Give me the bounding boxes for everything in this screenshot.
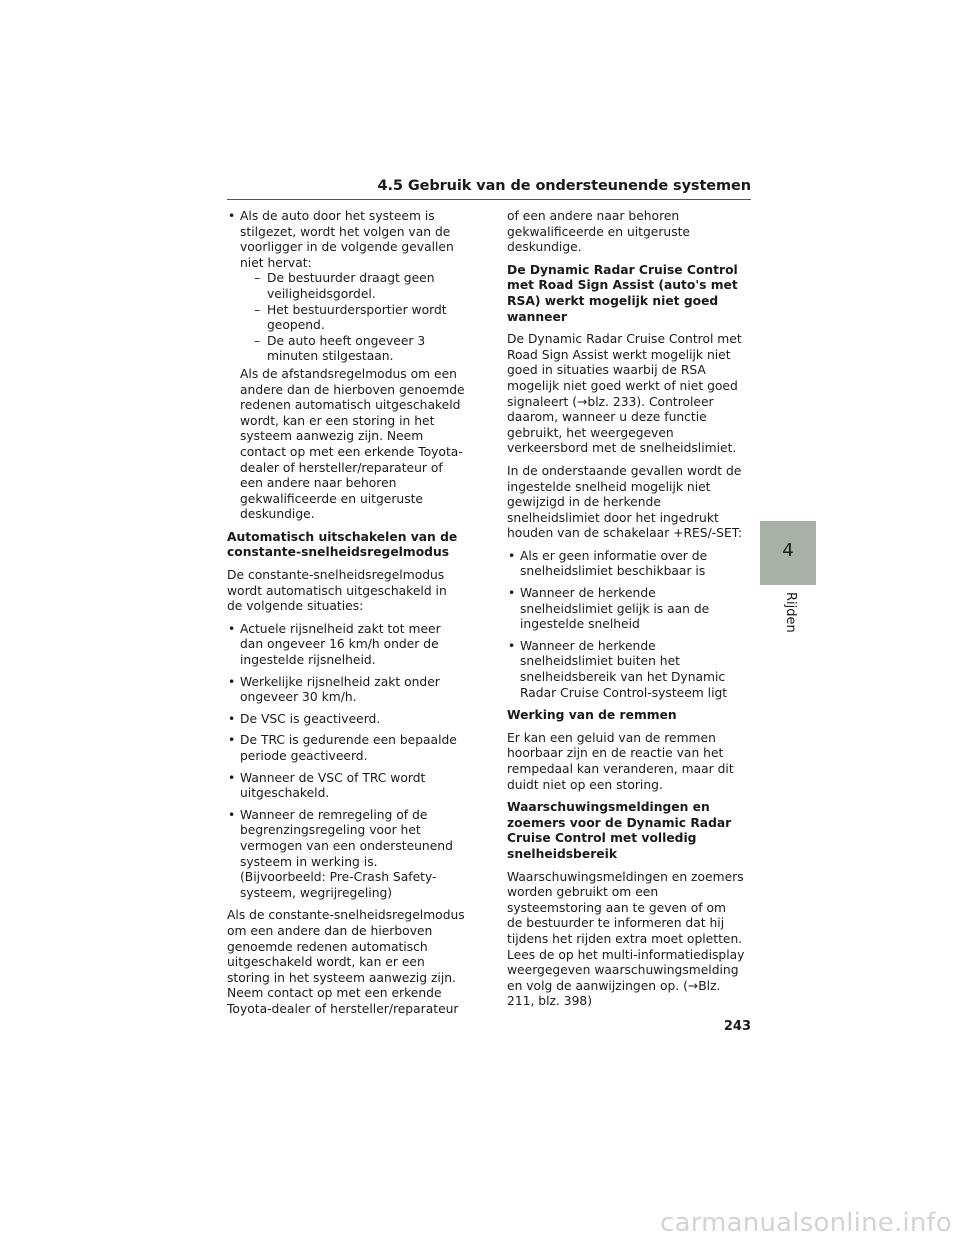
list-item: • De TRC is gedurende een bepaalde periode geactiveerd. <box>227 733 465 764</box>
list-item: • Werkelijke rijsnelheid zakt onder ongeveer 30 km/h. <box>227 675 465 706</box>
paragraph: Waarschuwingsmeldingen en zoemers worden gebruikt om een systeemstoring aan te geven of om de bestuurder te informeren dat hij tijdens het rijden extra moet opletten. Lees de op het multi-informatiedisplay weergegeven waarschuwingsmelding en volg de aanwijzingen op. (→Blz. 211, blz. 398) <box>507 869 745 1009</box>
paragraph: Als de afstandsregelmodus om een andere dan de hierboven genoemde redenen automatisch uitgeschakeld wordt, kan er een storing in het systeem aanwezig zijn. Neem contact op met een erkende Toyota-dealer of hersteller/reparateur of een andere naar behoren gekwalificeerde en uitgeruste deskundige. <box>240 366 465 522</box>
paragraph: In de onderstaande gevallen wordt de ingestelde snelheid mogelijk niet gewijzigd in de herkende snelheidslimiet door het ingedrukt houden van de schakelaar +RES/-SET: <box>507 463 743 541</box>
list-item: • De VSC is geactiveerd. <box>227 712 465 728</box>
right-column <box>507 209 745 1017</box>
list-item: • Wanneer de herkende snelheidslimiet gelijk is aan de ingestelde snelheid <box>507 586 745 633</box>
section-heading: De Dynamic Radar Cruise Control met Road Sign Assist (auto's met RSA) werkt mogelijk niet goed wanneer <box>507 262 738 324</box>
bullet-list <box>227 622 465 902</box>
list-item: • Wanneer de VSC of TRC wordt uitgeschakeld. <box>227 771 465 802</box>
list-item: • Als er geen informatie over de snelheidslimiet beschikbaar is <box>507 549 745 580</box>
list-item <box>227 209 465 365</box>
page-number: 243 <box>723 1019 751 1034</box>
list-item-text: Als de auto door het systeem is stilgezet, wordt het volgen van de voorligger in de volgende gevallen niet hervat: <box>240 209 454 270</box>
chapter-number: 4 <box>782 540 794 561</box>
stop-resume-list <box>227 209 465 365</box>
left-column <box>227 209 465 1018</box>
dash-list <box>240 271 465 365</box>
paragraph: Er kan een geluid van de remmen hoorbaar zijn en de reactie van het rempedaal kan veranderen, maar dit duidt niet op een storing. <box>507 730 734 792</box>
dash-item: – Het bestuurdersportier wordt geopend. <box>254 303 465 334</box>
paragraph: of een andere naar behoren gekwalificeerde en uitgeruste deskundige. <box>507 209 690 255</box>
list-item: • Wanneer de remregeling of de begrenzingsregeling voor het vermogen van een ondersteunend systeem in werking is. (Bijvoorbeeld: Pre-Crash Safety-systeem, wegrijregeling) <box>227 808 465 902</box>
section-heading: Werking van de remmen <box>507 708 677 723</box>
list-item: • Wanneer de herkende snelheidslimiet buiten het snelheidsbereik van het Dynamic Radar Cruise Control-systeem ligt <box>507 639 745 701</box>
dash-item: – De bestuurder draagt geen veiligheidsgordel. <box>254 271 465 302</box>
header-divider <box>227 199 751 200</box>
paragraph: De Dynamic Radar Cruise Control met Road Sign Assist werkt mogelijk niet goed in situaties waarbij de RSA mogelijk niet goed werkt of niet goed signaleert (→blz. 233). Controleer daarom, wanneer u deze functie gebruikt, het weergegeven verkeersbord met de snelheidslimiet. <box>507 332 742 456</box>
section-heading: Waarschuwingsmeldingen en zoemers voor de Dynamic Radar Cruise Control met volledig snelheidsbereik <box>507 800 732 861</box>
section-heading: Automatisch uitschakelen van de constante-snelheidsregelmodus <box>227 529 458 560</box>
paragraph: De constante-snelheidsregelmodus wordt automatisch uitgeschakeld in de volgende situaties: <box>227 568 447 614</box>
watermark: carmanualsonline.info <box>660 1208 952 1238</box>
dash-item: – De auto heeft ongeveer 3 minuten stilgestaan. <box>254 334 465 365</box>
bullet-list <box>507 549 745 701</box>
paragraph: Als de constante-snelheidsregelmodus om een andere dan de hierboven genoemde redenen automatisch uitgeschakeld wordt, kan er een storing in het systeem aanwezig zijn. Neem contact op met een erkende Toyota-dealer of hersteller/reparateur <box>227 908 465 1016</box>
list-item: • Actuele rijsnelheid zakt tot meer dan ongeveer 16 km/h onder de ingestelde rijsnelheid. <box>227 622 465 669</box>
chapter-label: Rijden <box>783 592 798 633</box>
section-header: 4.5 Gebruik van de ondersteunende systemen <box>377 178 751 194</box>
